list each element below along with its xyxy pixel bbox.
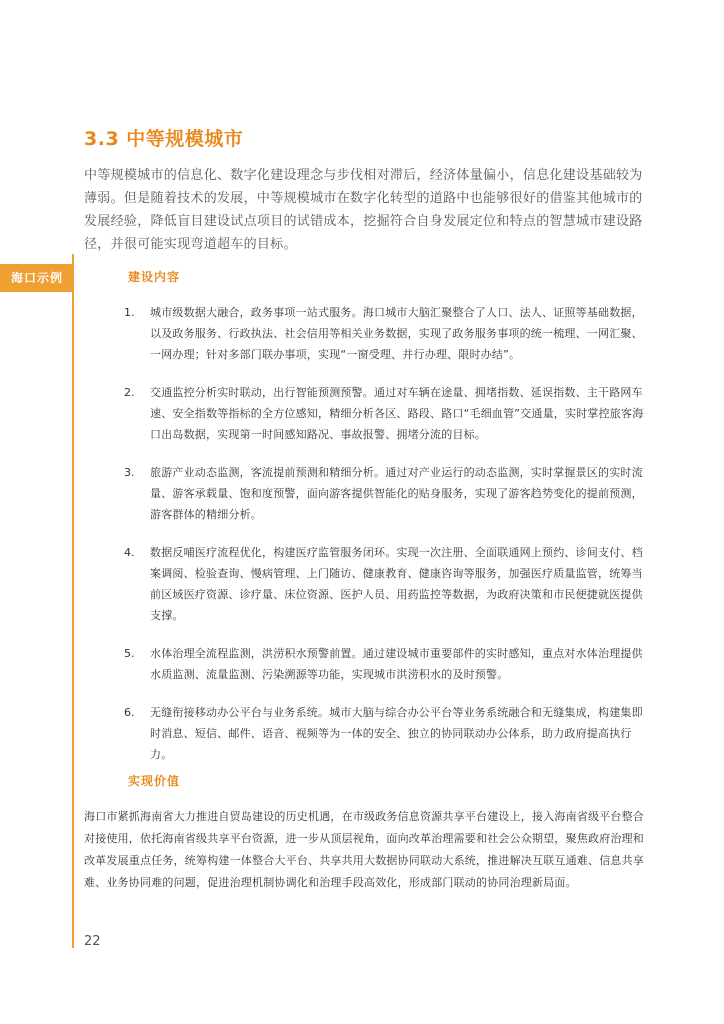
list-item-number: 1.: [124, 306, 135, 319]
section-title: 3.3 中等规模城市: [84, 128, 244, 150]
side-tab-label: 海口示例: [0, 264, 74, 292]
page-number: 22: [84, 934, 101, 949]
list-item-number: 6.: [124, 706, 135, 719]
list-item-text: 无缝衔接移动办公平台与业务系统。城市大脑与综合办公平台等业务系统融合和无缝集成，构建集即时消息、短信、邮件、语音、视频等为一体的安全、独立的协同联动办公体系，助力政府提高执行力。: [150, 706, 643, 761]
list-item-text: 城市级数据大融合，政务事项一站式服务。海口城市大脑汇聚整合了人口、法人、证照等基础数据，以及政务服务、行政执法、社会信用等相关业务数据，实现了政务服务事项的统一梳理、一网汇聚、一网办理；针对多部门联办事项，实现“一窗受理、并行办理、限时办结”。: [150, 306, 643, 361]
list-item: [124, 462, 644, 525]
construction-list: [124, 302, 644, 782]
list-item: [124, 302, 644, 365]
list-item-text: 交通监控分析实时联动，出行智能预测预警。通过对车辆在途量、拥堵指数、延误指数、主干路网车速、安全指数等指标的全方位感知，精细分析各区、路段、路口“毛细血管”交通量，实时掌控旅客海口出岛数据，实现第一时间感知路况、事故报警、拥堵分流的目标。: [150, 386, 644, 441]
list-item-text: 水体治理全流程监测，洪涝积水预警前置。通过建设城市重要部件的实时感知，重点对水体治理提供水质监测、流量监测、污染溯源等功能，实现城市洪涝积水的及时预警。: [150, 647, 643, 681]
list-item-text: 数据反哺医疗流程优化，构建医疗监管服务闭环。实现一次注册、全面联通网上预约、诊间支付、档案调阅、检验查询、慢病管理、上门随访、健康教育、健康咨询等服务，加强医疗质量监管，统筹当前区域医疗资源、诊疗量、床位资源、医护人员、用药监控等数据，为政府决策和市民便捷就医提供支撑。: [150, 546, 643, 622]
list-item-number: 2.: [124, 386, 135, 399]
value-paragraph: 海口市紧抓海南省大力推进自贸岛建设的历史机遇，在市级政务信息资源共享平台建设上，接入海南省级平台整合对接使用，依托海南省级共享平台资源，进一步从顶层视角，面向改革治理需要和社会公众期望，聚焦政府治理和改革发展重点任务，统筹构建一体整合大平台、共享共用大数据协同联动大系统，推进解决互联互通难、信息共享难、业务协同难的问题，促进治理机制协调化和治理手段高效化，形成部门联动的协同治理新局面。: [84, 810, 644, 889]
list-item: [124, 542, 644, 626]
construction-heading: 建设内容: [128, 270, 181, 284]
list-item-text: 旅游产业动态监测，客流提前预测和精细分析。通过对产业运行的动态监测，实时掌握景区的实时流量、游客承载量、饱和度预警，面向游客提供智能化的贴身服务，实现了游客趋势变化的提前预测，游客群体的精细分析。: [150, 466, 643, 521]
side-accent-line: [72, 254, 74, 948]
value-heading: 实现价值: [128, 774, 181, 788]
list-item-number: 5.: [124, 647, 135, 660]
list-item-number: 3.: [124, 466, 135, 479]
list-item: [124, 702, 644, 765]
intro-paragraph: 中等规模城市的信息化、数字化建设理念与步伐相对滞后，经济体量偏小，信息化建设基础较为薄弱。但是随着技术的发展，中等规模城市在数字化转型的道路中也能够很好的借鉴其他城市的发展经验，降低盲目建设试点项目的试错成本，挖掘符合自身发展定位和特点的智慧城市建设路径，并很可能实现弯道超车的目标。: [84, 168, 643, 252]
list-item: [124, 643, 644, 685]
list-item: [124, 382, 644, 445]
list-item-number: 4.: [124, 546, 135, 559]
